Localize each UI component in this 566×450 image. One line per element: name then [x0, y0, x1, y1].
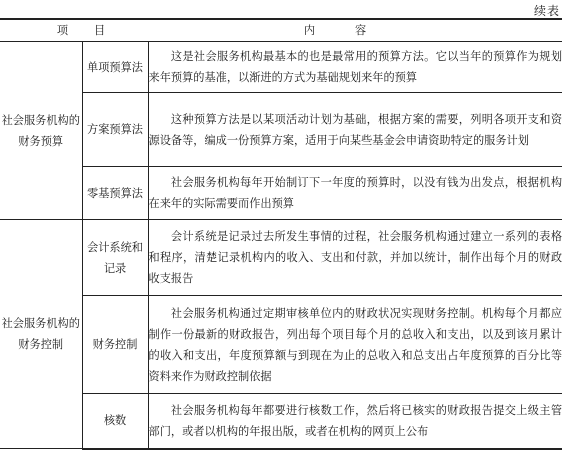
- item-label: 方案预算法: [82, 93, 148, 167]
- item-description: 这种预算方法是以某项活动计划为基础，根据方案的需要，列明各项开支和资源设备等，编成一份预算方案，适用于向某些基金会申请资助特定的服务计划: [148, 93, 562, 167]
- item-label: 核数: [82, 394, 148, 449]
- item-description: 社会服务机构每年都要进行核数工作，然后将已核实的财政报告提交上级主管部门，或者以机构的年报出版，或者在机构的网页上公布: [148, 394, 562, 449]
- header-project: 项目: [0, 19, 148, 42]
- table-row: [0, 42, 562, 93]
- continued-label: 续表: [533, 4, 560, 18]
- table-row: [0, 93, 562, 167]
- content-table: [0, 18, 562, 450]
- item-description: 社会服务机构每年开始制订下一年度的预算时，以没有钱为出发点，根据机构在来年的实际需要而作出预算: [148, 167, 562, 220]
- item-description: 这是社会服务机构最基本的也是最常用的预算方法。它以当年的预算作为规划来年预算的基准，以渐进的方式为基础规划来年的预算: [148, 42, 562, 93]
- item-label: 零基预算法: [82, 167, 148, 220]
- item-label: 单项预算法: [82, 42, 148, 93]
- item-label: 会计系统和记录: [82, 220, 148, 296]
- category-control: 社会服务机构的财务控制: [0, 220, 82, 449]
- table-row: [0, 296, 562, 394]
- table-row: [0, 167, 562, 220]
- table-header-row: [0, 19, 562, 42]
- table-row: [0, 220, 562, 296]
- item-description: 会计系统是记录过去所发生事情的过程，社会服务机构通过建立一系列的表格和程序，清楚记录机构内的收入、支出和付款，并加以统计，制作出每个月的财政收支报告: [148, 220, 562, 296]
- category-budget: 社会服务机构的财务预算: [0, 42, 82, 220]
- header-content: 内容: [148, 19, 562, 42]
- item-label: 财务控制: [82, 296, 148, 394]
- table-row: [0, 394, 562, 449]
- item-description: 社会服务机构通过定期审核单位内的财政状况实现财务控制。机构每个月都应制作一份最新的财政报告，列出每个项目每个月的总收入和支出，以及到该月累计的收入和支出，年度预算额与到现在为止的总收入和总支出占年度预算的百分比等资料来作为财政控制依据: [148, 296, 562, 394]
